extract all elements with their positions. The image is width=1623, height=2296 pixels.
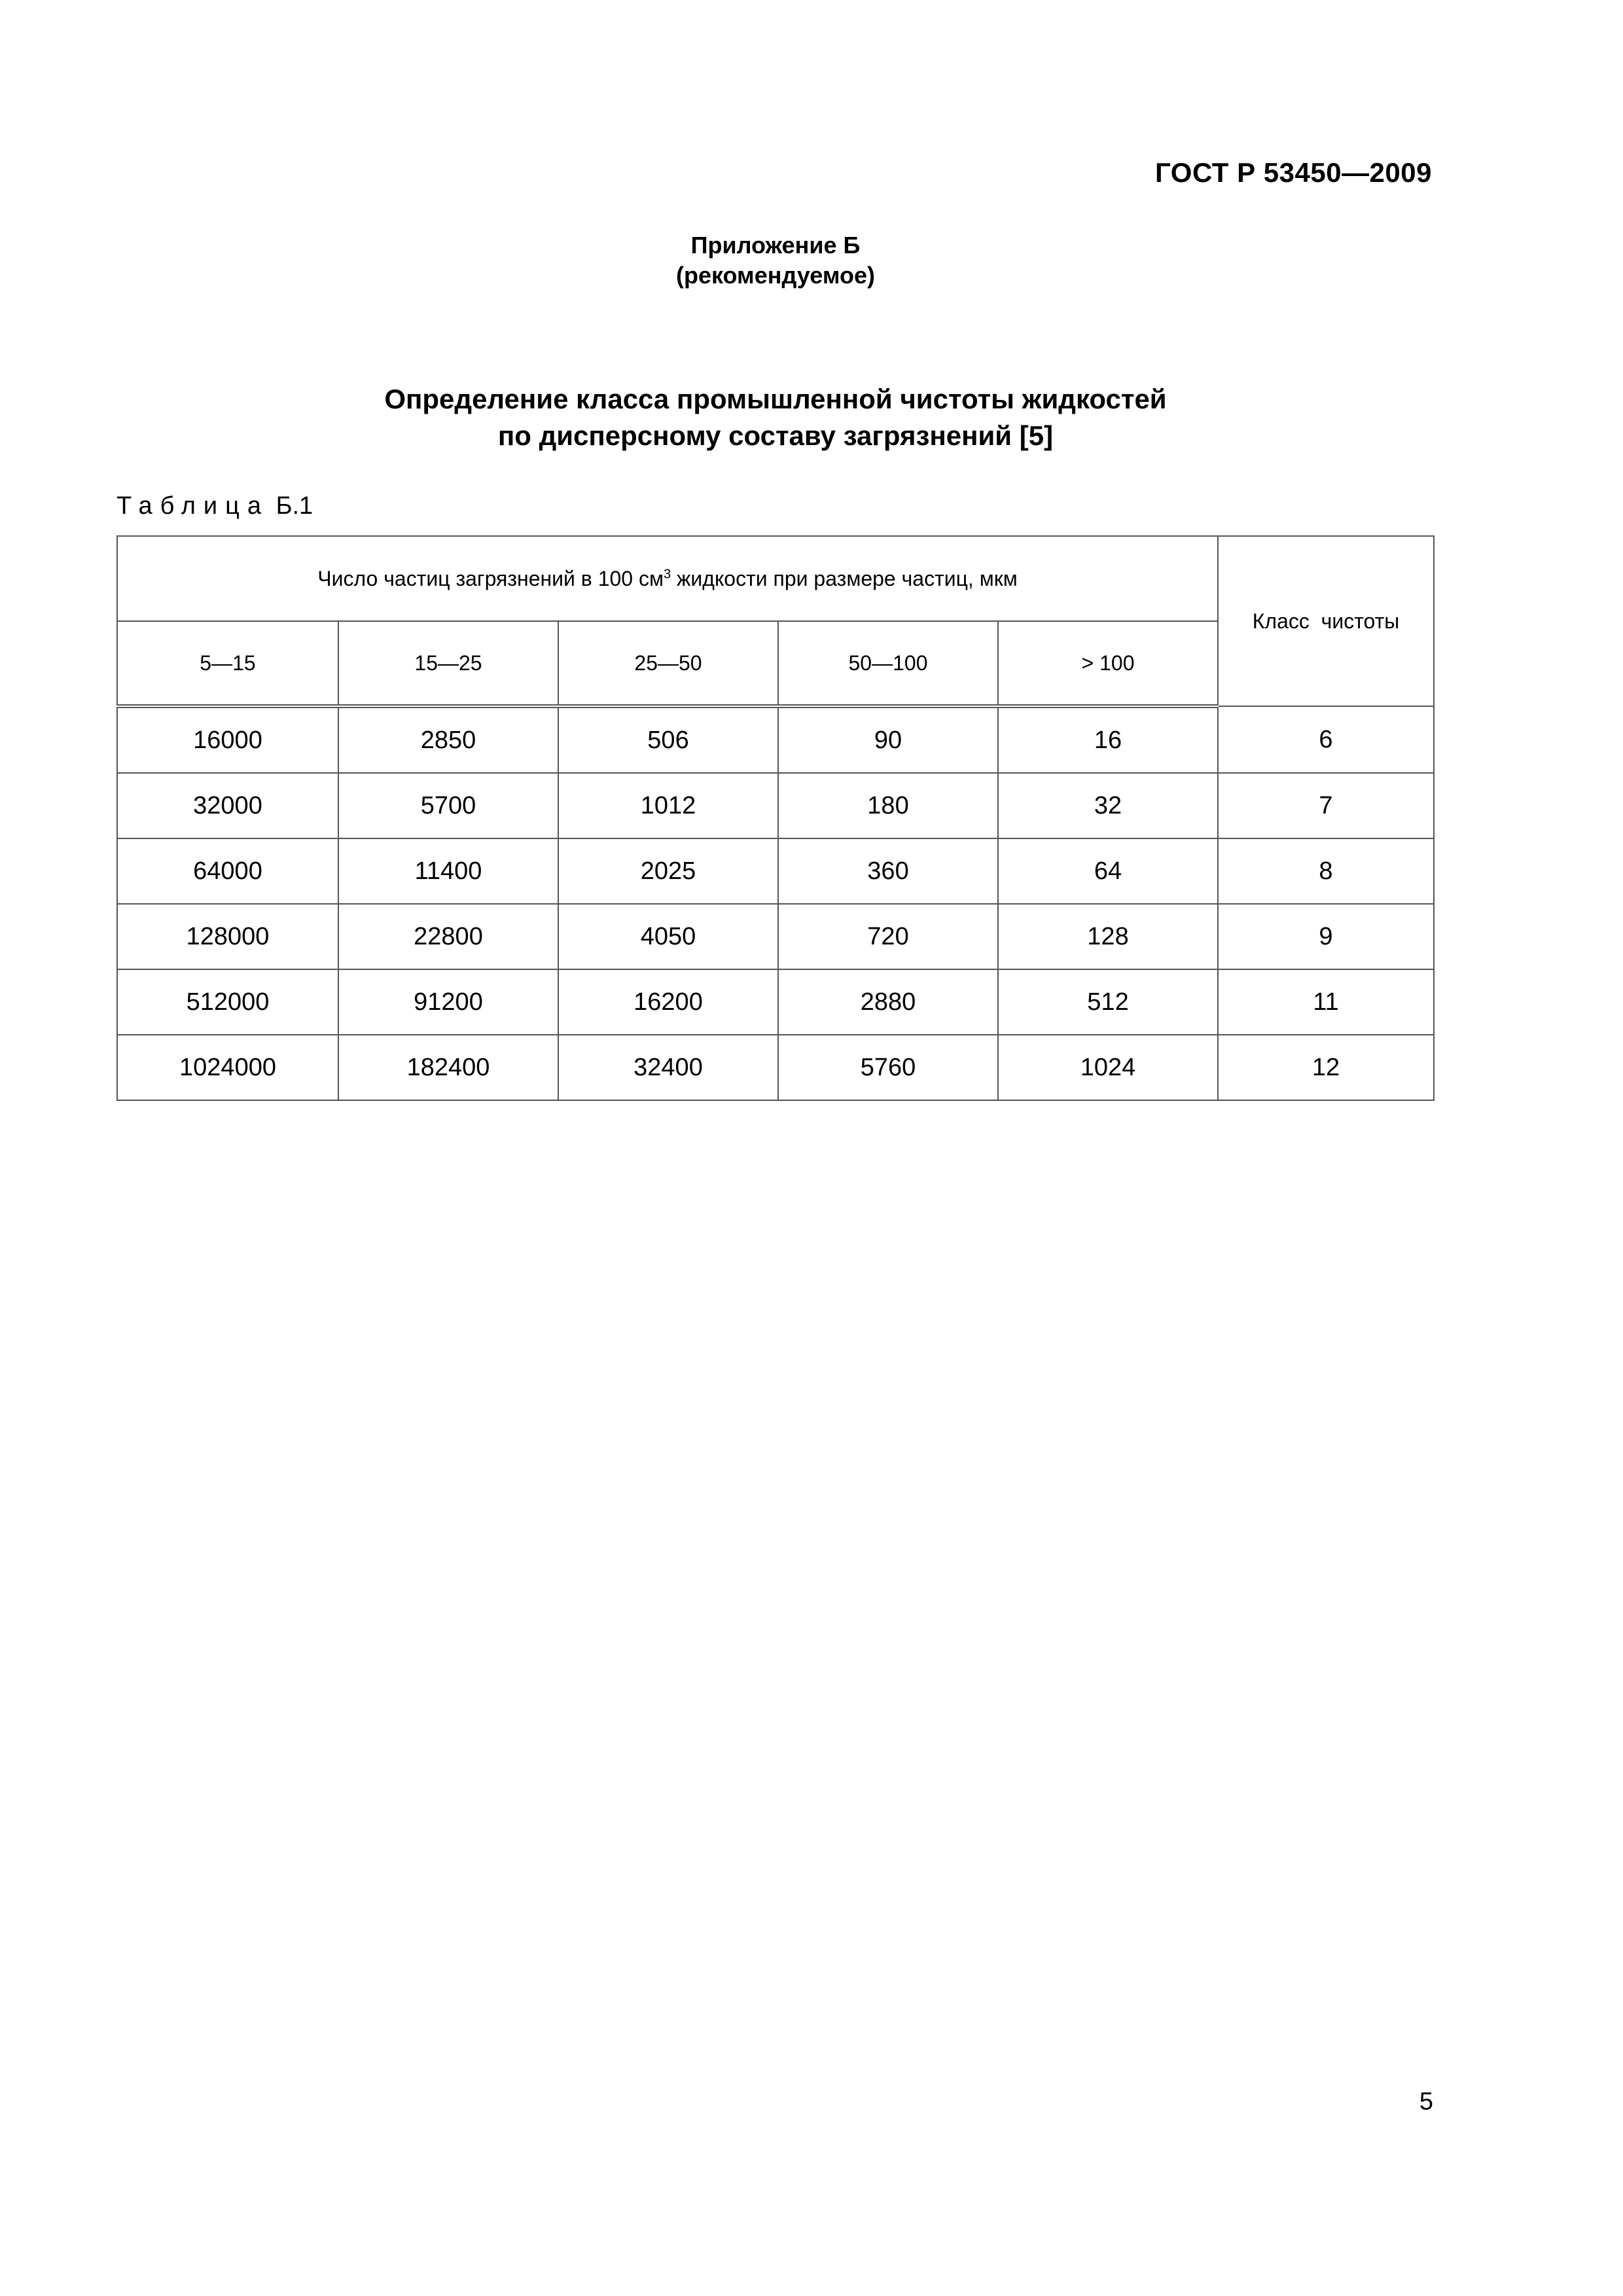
table-cell: 22800 (338, 904, 558, 969)
table-cell: 2025 (558, 838, 778, 904)
table-cell: 64 (998, 838, 1218, 904)
table-cell: 5760 (778, 1035, 998, 1100)
table-cell: 182400 (338, 1035, 558, 1100)
table-cell: 180 (778, 773, 998, 838)
table-cell: 506 (558, 706, 778, 773)
page-number: 5 (1419, 2088, 1433, 2115)
table-cell: 1012 (558, 773, 778, 838)
particle-count-header-text: Число частиц загрязнений в 100 см (317, 566, 664, 590)
table-caption-word: Таблица (116, 492, 269, 520)
table-cell: 512 (998, 969, 1218, 1035)
appendix-name: Приложение Б (690, 232, 861, 259)
title-line-2: по дисперсному составу загрязнений [5] (497, 420, 1054, 451)
table-cell: 6 (1218, 706, 1434, 773)
table-row (117, 773, 1434, 838)
range-header: 15—25 (338, 621, 558, 706)
table-cell: 720 (778, 904, 998, 969)
table-cell: 128 (998, 904, 1218, 969)
table-cell: 4050 (558, 904, 778, 969)
range-header: > 100 (998, 621, 1218, 706)
table-cell: 1024 (998, 1035, 1218, 1100)
table-cell: 32400 (558, 1035, 778, 1100)
class-header: Класс чистоты (1218, 536, 1434, 706)
table-cell: 32000 (117, 773, 338, 838)
particle-count-header (117, 536, 1218, 621)
table-cell: 2850 (338, 706, 558, 773)
title-line-1: Определение класса промышленной чистоты жидкостей (384, 384, 1167, 414)
cleanliness-class-table (116, 535, 1435, 1101)
range-header: 25—50 (558, 621, 778, 706)
table-cell: 12 (1218, 1035, 1434, 1100)
table-cell: 8 (1218, 838, 1434, 904)
table-caption (116, 492, 313, 520)
table-row (117, 969, 1434, 1035)
cubic-superscript: 3 (663, 566, 671, 581)
appendix-heading (0, 230, 1551, 291)
appendix-status: (рекомендуемое) (676, 262, 875, 289)
table-row (117, 904, 1434, 969)
table-cell: 2880 (778, 969, 998, 1035)
table-cell: 512000 (117, 969, 338, 1035)
table-cell: 64000 (117, 838, 338, 904)
table-cell: 16 (998, 706, 1218, 773)
range-header: 5—15 (117, 621, 338, 706)
table-cell: 91200 (338, 969, 558, 1035)
table-cell: 32 (998, 773, 1218, 838)
table-cell: 11400 (338, 838, 558, 904)
range-header: 50—100 (778, 621, 998, 706)
table-cell: 7 (1218, 773, 1434, 838)
document-code: ГОСТ Р 53450—2009 (1155, 157, 1432, 188)
table-cell: 16000 (117, 706, 338, 773)
table-row (117, 706, 1434, 773)
table-cell: 5700 (338, 773, 558, 838)
table-cell: 9 (1218, 904, 1434, 969)
table-cell: 128000 (117, 904, 338, 969)
table-row (117, 1035, 1434, 1100)
table-cell: 11 (1218, 969, 1434, 1035)
table-cell: 16200 (558, 969, 778, 1035)
table-cell: 1024000 (117, 1035, 338, 1100)
section-title (0, 381, 1551, 454)
table-cell: 90 (778, 706, 998, 773)
particle-count-header-tail: жидкости при размере частиц, мкм (671, 566, 1018, 590)
table-caption-number: Б.1 (276, 492, 313, 520)
table-row (117, 838, 1434, 904)
table-cell: 360 (778, 838, 998, 904)
